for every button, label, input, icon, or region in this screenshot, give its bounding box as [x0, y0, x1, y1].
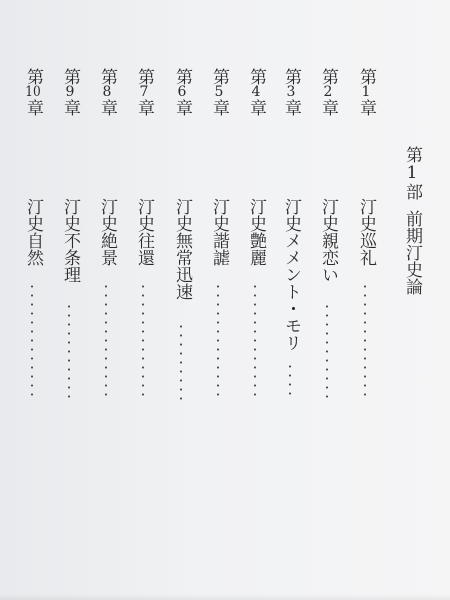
chapter-title: 汀史親恋い — [318, 198, 338, 283]
chapter-title: 汀史往還 — [134, 198, 154, 266]
chapter-number: 第10章 — [23, 68, 43, 116]
leader-dots — [66, 302, 72, 400]
chapter-number: 第9章 — [60, 68, 80, 116]
leader-dots — [215, 282, 221, 400]
leader-dots — [362, 282, 368, 400]
leader-dots — [140, 282, 146, 400]
leader-dots — [324, 302, 330, 400]
chapter-number: 第8章 — [97, 68, 117, 116]
chapter-title: 汀史絶景 — [97, 198, 117, 266]
leader-dots — [178, 322, 184, 400]
chapter-title: 汀史無常迅速 — [172, 198, 192, 300]
part-title: 前期汀史論 — [402, 210, 422, 295]
chapter-title: 汀史自然 — [23, 198, 43, 266]
leader-dots — [252, 282, 258, 400]
chapter-title: 汀史諧謔 — [209, 198, 229, 266]
chapter-number: 第4章 — [246, 68, 266, 116]
leader-dots — [287, 362, 293, 400]
chapter-number: 第7章 — [134, 68, 154, 116]
chapter-title: 汀史艶麗 — [246, 198, 266, 266]
leader-dots — [103, 282, 109, 400]
chapter-title: 汀史メメント・モリ — [281, 198, 301, 351]
chapter-number: 第6章 — [172, 68, 192, 116]
chapter-number: 第1章 — [356, 68, 376, 116]
chapter-title: 汀史巡礼 — [356, 198, 376, 266]
chapter-number: 第2章 — [318, 68, 338, 116]
part-label: 第1部 — [402, 146, 422, 200]
leader-dots — [29, 282, 35, 400]
part-heading — [402, 146, 422, 295]
chapter-number: 第3章 — [281, 68, 301, 116]
chapter-title: 汀史不条理 — [60, 198, 80, 283]
chapter-number: 第5章 — [209, 68, 229, 116]
